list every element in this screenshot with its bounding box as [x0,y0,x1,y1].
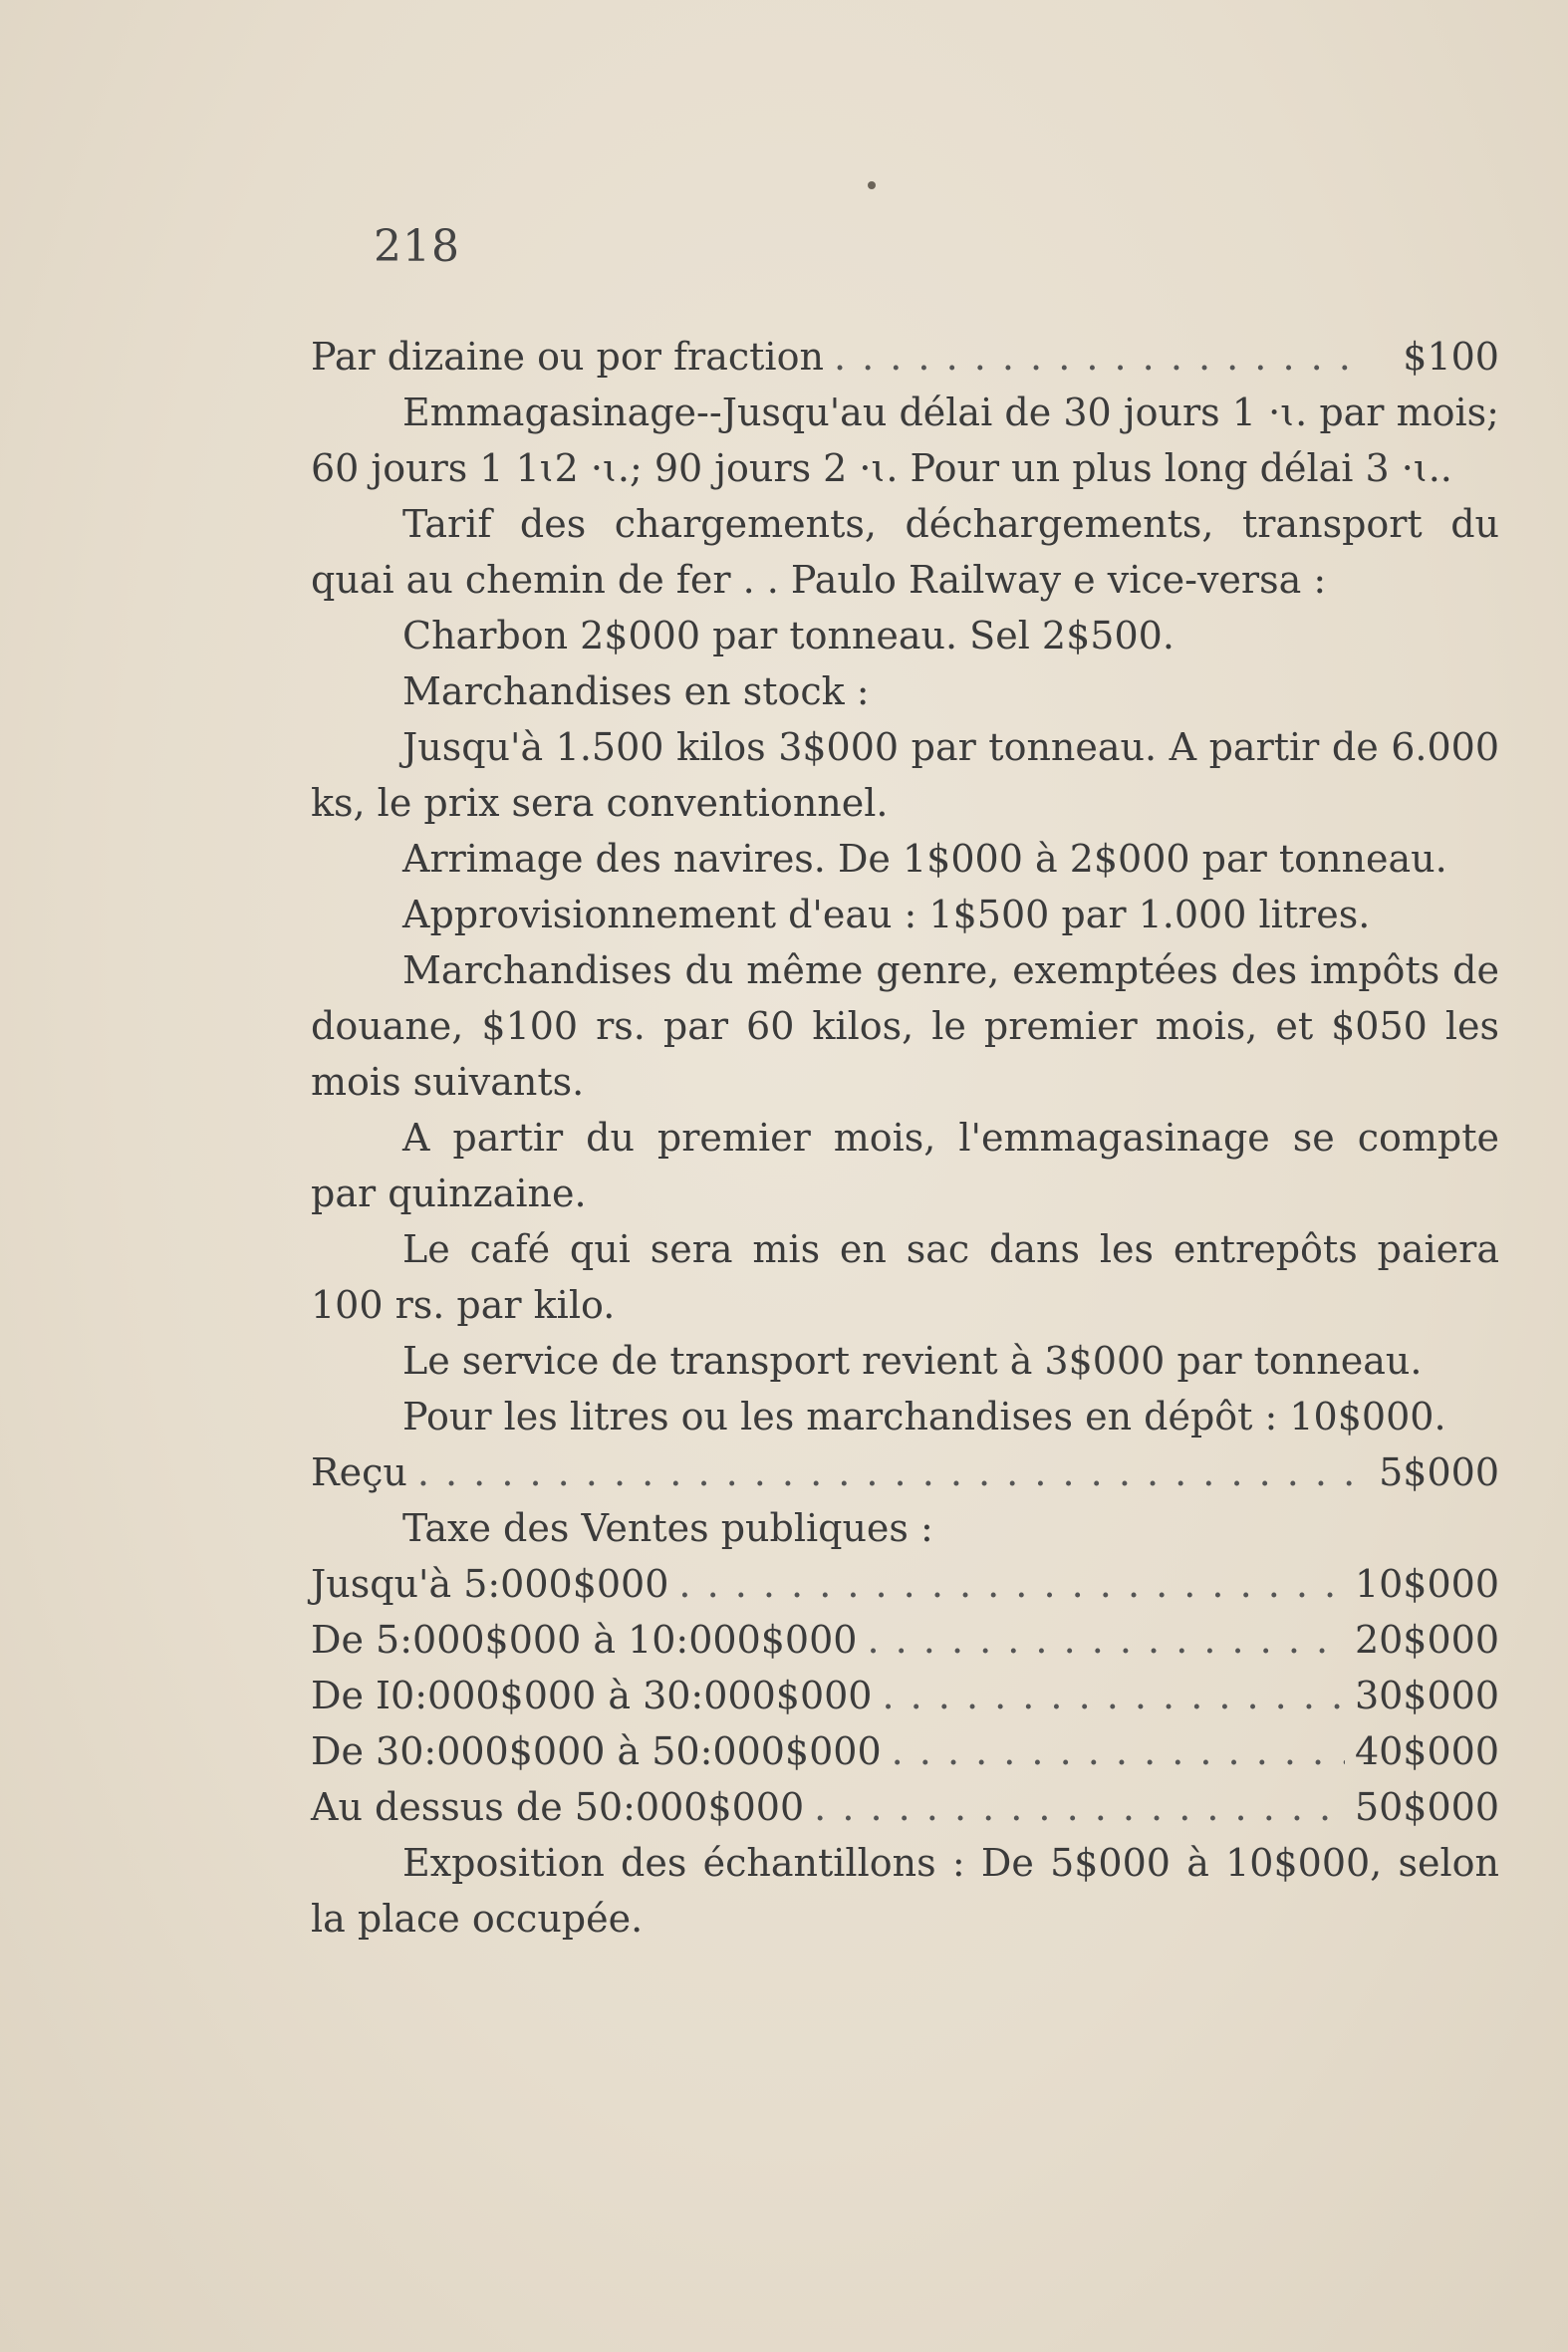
exemptees-paragraph: Marchandises du même genre, exemptées des impôts de douane, $100 rs. par 60 kilos, le premier mois, et $050 les mois suivants. [311,948,1499,1104]
tax-row-label: De I0:000$000 à 30:000$000 [311,1674,873,1717]
tax-row-value: 40$000 [1354,1729,1499,1773]
ink-speck [868,181,876,189]
dot-leader [678,1556,1345,1612]
tax-row-value: 50$000 [1354,1785,1499,1829]
dot-leader [834,329,1360,385]
tax-row [311,1556,1499,1612]
recu-value: 5$000 [1379,1450,1499,1494]
stock-detail-paragraph: Jusqu'à 1.500 kilos 3$000 par tonneau. A partir de 6.000 ks, le prix sera conventionnel. [311,725,1499,825]
tax-row-value: 20$000 [1354,1618,1499,1662]
page-number: 218 [374,221,460,272]
exposition-paragraph: Exposition des échantillons : De 5$000 à 10$000, selon la place occupée. [311,1841,1499,1941]
dot-leader [417,1444,1360,1500]
taxe-heading: Taxe des Ventes publiques : [402,1506,933,1550]
eau-paragraph: Approvisionnement d'eau : 1$500 par 1.000 litres. [402,893,1371,936]
fraction-label: Par dizaine ou por fraction [311,335,824,379]
titres-paragraph: Pour les litres ou les marchandises en dépôt : 10$000. [402,1395,1446,1438]
storage-paragraph: Emmagasinage--Jusqu'au délai de 30 jours 1 ·ɩ. par mois; 60 jours 1 1ɩ2 ·ɩ.; 90 jours 2 ·ɩ. Pour un plus long délai 3 ·ɩ.. [311,391,1499,490]
tax-row-label: Jusqu'à 5:000$000 [311,1562,669,1606]
dot-leader [814,1779,1345,1835]
tax-row [311,1612,1499,1668]
cafe-paragraph: Le café qui sera mis en sac dans les entrepôts paiera 100 rs. par kilo. [311,1227,1499,1327]
recu-line [311,1444,1499,1500]
dot-leader [867,1612,1344,1668]
recu-label: Reçu [311,1450,407,1494]
tax-row-label: Au dessus de 50:000$000 [311,1785,805,1829]
tax-row [311,1723,1499,1779]
page-body [311,329,1499,1947]
tax-row-label: De 5:000$000 à 10:000$000 [311,1618,858,1662]
quinzaine-paragraph: A partir du premier mois, l'emmagasinage se compte par quinzaine. [311,1116,1499,1215]
tarif-paragraph: Tarif des chargements, déchargements, transport du quai au chemin de fer . . Paulo Railway e vice-versa : [311,502,1499,602]
tax-table [311,1556,1499,1835]
tax-row-value: 30$000 [1354,1674,1499,1717]
fraction-value: $100 [1403,335,1499,379]
tax-row [311,1668,1499,1723]
stock-heading: Marchandises en stock : [402,669,870,713]
tax-row-value: 10$000 [1354,1562,1499,1606]
dot-leader [882,1668,1344,1723]
dot-leader [892,1723,1345,1779]
transport-paragraph: Le service de transport revient à 3$000 par tonneau. [402,1339,1423,1383]
charbon-paragraph: Charbon 2$000 par tonneau. Sel 2$500. [402,614,1175,657]
arrimage-paragraph: Arrimage des navires. De 1$000 à 2$000 par tonneau. [402,837,1447,881]
tax-row [311,1779,1499,1835]
fraction-line [311,329,1499,385]
tax-row-label: De 30:000$000 à 50:000$000 [311,1729,882,1773]
